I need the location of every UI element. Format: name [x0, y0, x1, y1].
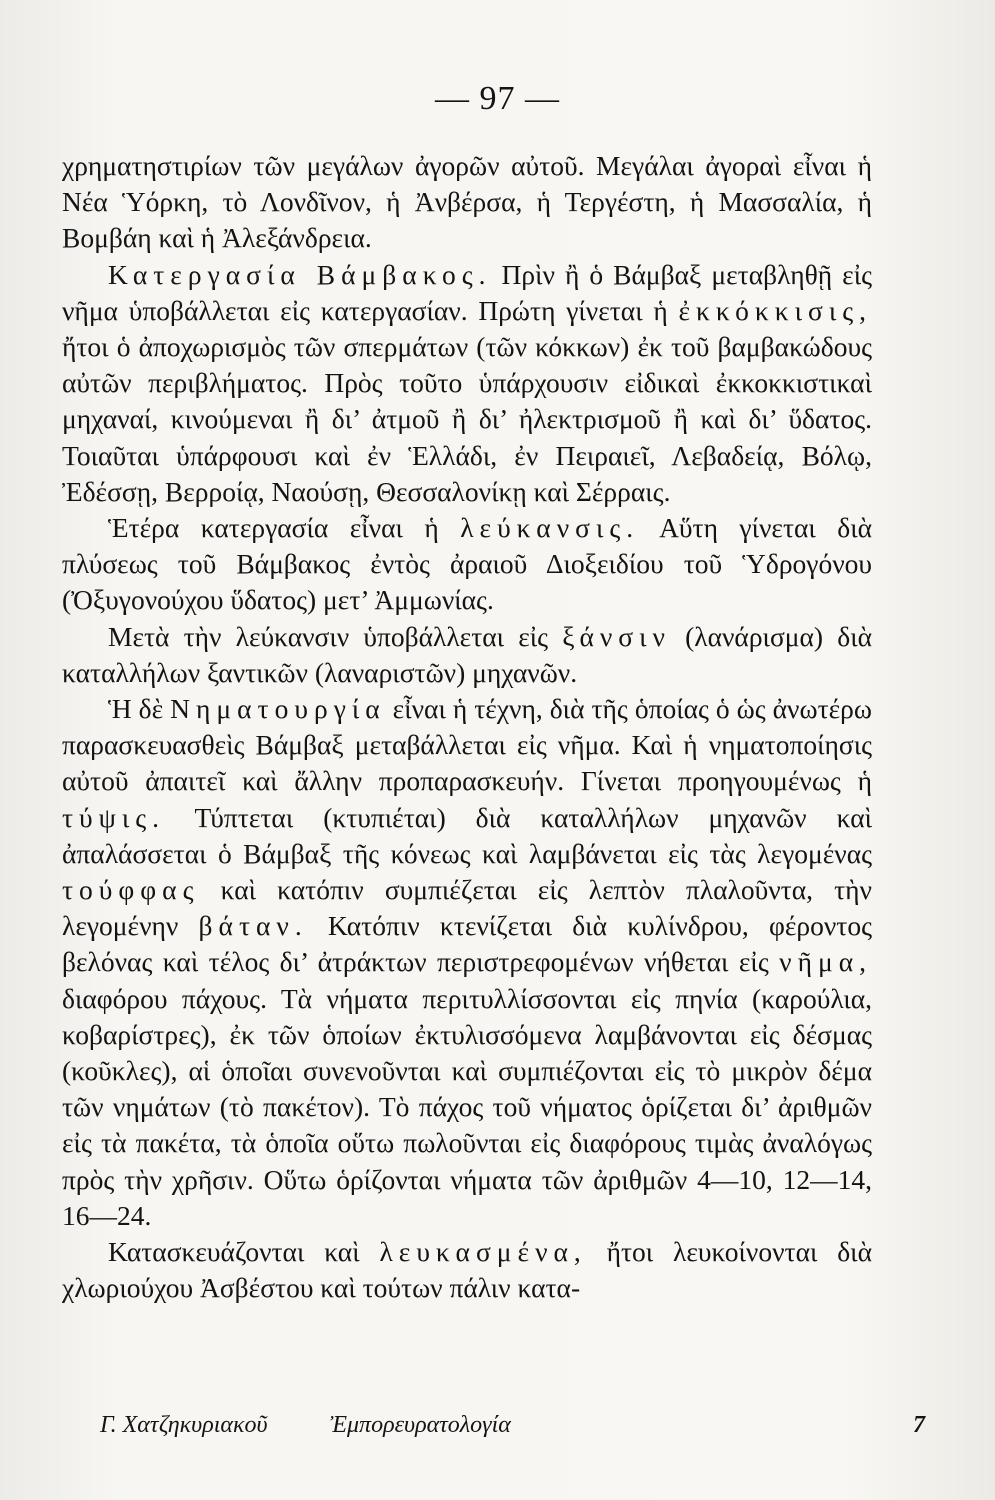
text-run: διαφόρου πάχους. Τὰ νήματα περιτυλλίσσονται εἰς πηνία (καρούλια, κοβαρίστρες), ἐκ τῶν ὁποίων ἐκτυλισσόμενα λαμβάνονται εἰς δέσμας (κοῦκλες), αἱ ὁποῖαι συνενοῦνται καὶ συμπιέζονται εἰς τὸ μικρὸν δέμα τῶν νημάτων (τὸ πακέτον). Τὸ πάχος τοῦ νήματος ὁρίζεται δι’ ἀριθμῶν εἰς τὰ πακέτα, τὰ ὁποῖα οὕτω πωλοῦνται εἰς διαφόρους τιμὰς ἀναλόγως πρὸς τὴν χρῆσιν. Οὕτω ὁρίζονται νήματα τῶν ἀριθμῶν 4—10, 12—14, 16—24.	[62, 982, 872, 1231]
text-run: εἶναι ἡ τέχνη, διὰ τῆς ὁποίας ὁ ὡς ἀνωτέρω παρασκευασθεὶς Βάμβαξ μεταβάλλεται εἰς νῆμα. Καὶ ἡ νηματοποίησις αὐτοῦ ἀπαιτεῖ καὶ ἄλλην προπαρασκευήν. Γίνεται προηγουμένως ἡ	[62, 693, 873, 797]
footer-signature-mark: 7	[913, 1412, 925, 1438]
text-run: Μετὰ τὴν λεύκανσιν ὑποβάλλεται εἰς	[108, 620, 563, 652]
paragraph	[62, 510, 872, 619]
paragraph	[62, 257, 872, 510]
spaced-term: βάταν.	[198, 910, 308, 942]
text-run: Πρὶν ἢ ὁ Βάμβαξ μεταβληθῇ εἰς νῆμα ὑποβάλλεται εἰς κατεργασίαν. Πρώτη γίνεται ἡ	[62, 258, 873, 326]
text-run: Κατασκευάζονται καὶ	[108, 1236, 380, 1268]
text-run: Ἡ δὲ	[108, 693, 171, 725]
spaced-term: Κατεργασία Βάμβακος.	[108, 258, 492, 290]
spaced-term: τύψις.	[62, 801, 166, 833]
spaced-term: ἐκκόκκισις,	[678, 294, 872, 326]
spaced-term: Νηματουργία	[170, 693, 386, 725]
text-run: ἤτοι ὁ ἀποχωρισμὸς τῶν σπερμάτων (τῶν κόκκων) ἐκ τοῦ βαμβακώδους αὐτῶν περιβλήματος. Πρὸς τοῦτο ὑπάρχουσιν εἰδικαὶ ἐκκοκκιστικαὶ μηχαναί, κινούμεναι ἢ δι’ ἀτμοῦ ἢ δι’ ἠλεκτρισμοῦ ἢ καὶ δι’ ὕδατος. Τοιαῦται ὑπάρφουσι καὶ ἐν Ἑλλάδι, ἐν Πειραιεῖ, Λεβαδείᾳ, Βόλῳ, Ἐδέσσῃ, Βερροίᾳ, Ναούσῃ, Θεσσαλονίκῃ καὶ Σέρραις.	[62, 331, 872, 507]
page-footer	[100, 1412, 925, 1452]
paragraph	[62, 148, 872, 257]
body-text	[62, 148, 872, 1307]
paragraph	[62, 619, 872, 691]
spaced-term: λεύκανσις.	[460, 512, 640, 544]
text-run: (λανάρισμα) διὰ καταλλήλων ξαντικῶν (λαναριστῶν) μηχανῶν.	[62, 620, 872, 688]
paragraph	[62, 691, 872, 1234]
footer-author: Γ. Χατζηκυριακοῦ	[100, 1412, 268, 1438]
text-run: χρηματηστιρίων τῶν μεγάλων ἀγορῶν αὐτοῦ. Μεγάλαι ἀγοραὶ εἶναι ἡ Νέα Ὑόρκη, τὸ Λονδῖνον, ἡ Ἀνβέρσα, ἡ Τεργέστη, ἡ Μασσαλία, ἡ Βομβάη καὶ ἡ Ἀλεξάνδρεια.	[62, 150, 872, 254]
text-run: Αὕτη γίνεται διὰ πλύσεως τοῦ Βάμβακος ἐντὸς ἀραιοῦ Διοξειδίου τοῦ Ὑδρογόνου (Ὀξυγονούχου ὕδατος) μετ’ Ἀμμωνίας.	[62, 512, 873, 616]
spaced-term: λευκασμένα,	[379, 1236, 587, 1268]
text-run: ἤτοι λευκοίνονται διὰ χλωριούχου Ἀσβέστου καὶ τούτων πάλιν κατα-	[62, 1236, 872, 1304]
text-run: καὶ κατόπιν συμπιέζεται εἰς λεπτὸν πλαλοῦντα, τὴν λεγομένην	[62, 874, 872, 942]
text-run: Ἑτέρα κατεργασία εἶναι ἡ	[108, 512, 461, 544]
page-number: — 97 —	[435, 80, 560, 117]
text-run: Κατόπιν κτενίζεται διὰ κυλίνδρου, φέροντος βελόνας καὶ τέλος δι’ ἀτράκτων περιστρεφομένων νήθεται εἰς	[62, 910, 872, 978]
spaced-term: νῆμα,	[779, 946, 872, 978]
footer-book-title: Ἐμπορευρατολογία	[330, 1412, 511, 1438]
spaced-term: ξάνσιν	[562, 620, 671, 652]
paragraph	[62, 1234, 872, 1306]
text-run: Τύπτεται (κτυπιέται) διὰ καταλλήλων μηχανῶν καὶ ἀπαλάσσεται ὁ Βάμβαξ τῆς κόνεως καὶ λαμβάνεται εἰς τὰς λεγομένας	[62, 801, 872, 869]
spaced-term: τούφφας	[62, 874, 200, 906]
